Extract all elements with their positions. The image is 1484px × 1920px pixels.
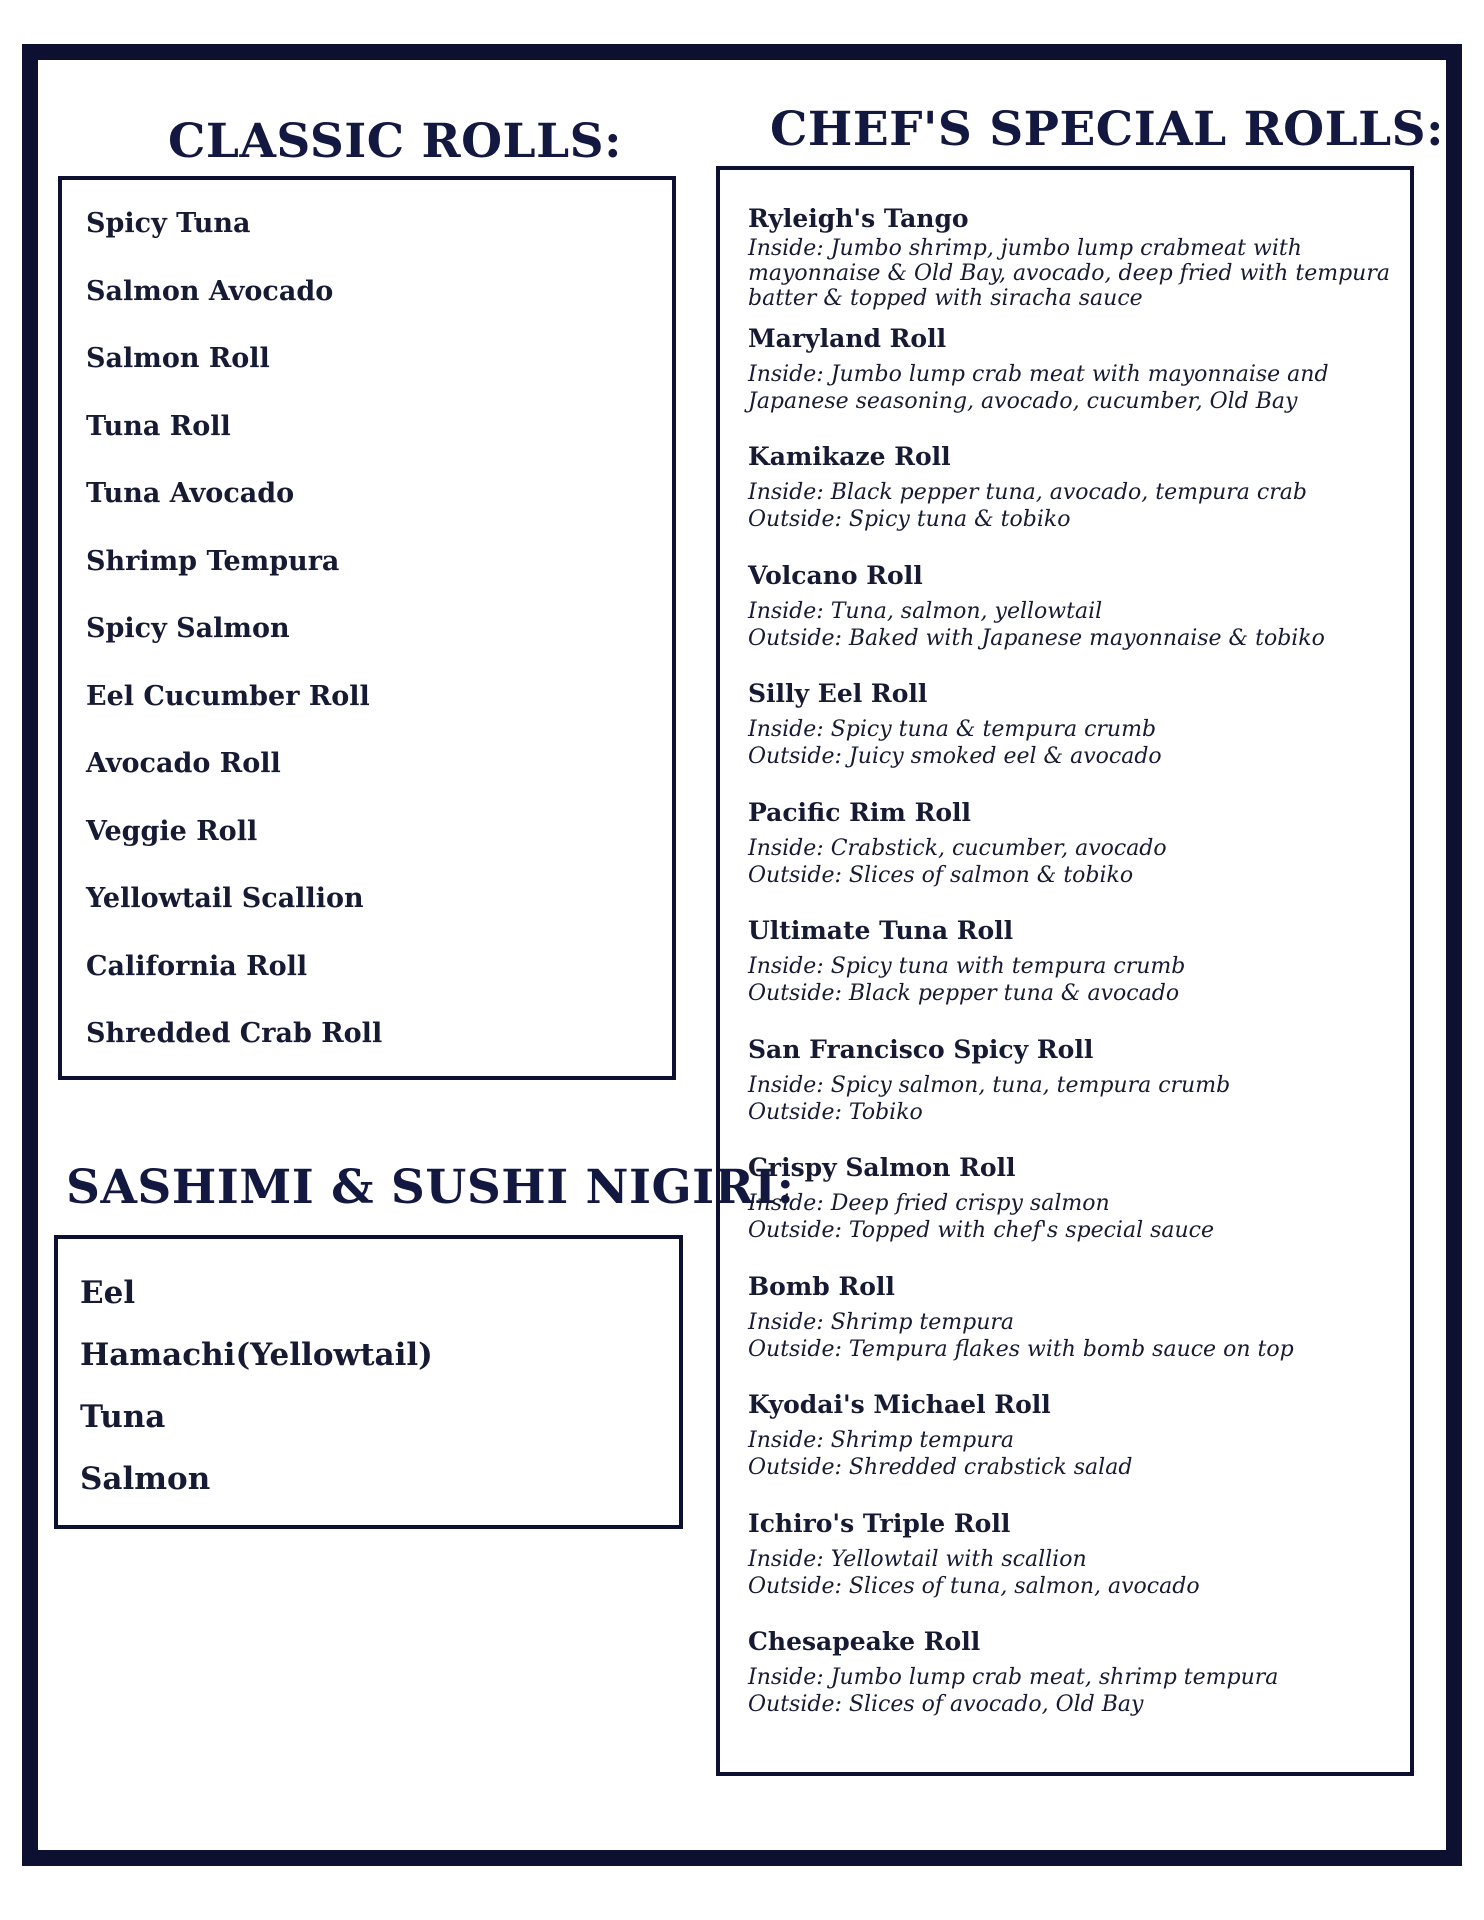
chef-roll-item [748, 915, 1390, 1034]
chef-roll-item [748, 678, 1390, 797]
chefs-special-rolls-list [748, 204, 1390, 1745]
classic-roll-item: Salmon Roll [86, 343, 270, 374]
roll-description [748, 1190, 1390, 1244]
roll-description-line: Outside: Juicy smoked eel & avocado [748, 744, 1162, 769]
chef-roll-item [748, 560, 1390, 679]
roll-name: Ryleigh's Tango [748, 204, 969, 233]
chef-roll-item [748, 1508, 1390, 1627]
roll-description-line: Outside: Slices of avocado, Old Bay [748, 1692, 1144, 1717]
roll-description-line: Inside: Spicy tuna & tempura crumb [748, 717, 1157, 742]
roll-description-line: mayonnaise & Old Bay, avocado, deep fried with tempura [748, 261, 1390, 286]
roll-description-line: Inside: Jumbo shrimp, jumbo lump crabmeat with [748, 236, 1302, 261]
roll-name: Kyodai's Michael Roll [748, 1390, 1051, 1419]
classic-roll-item: Shrimp Tempura [86, 545, 340, 577]
roll-description-line: Outside: Shredded crabstick salad [748, 1455, 1133, 1480]
roll-name: Silly Eel Roll [748, 679, 928, 708]
chef-roll-item [748, 1389, 1390, 1508]
classic-roll-item: Yellowtail Scallion [86, 883, 364, 914]
classic-roll-item: Eel Cucumber Roll [86, 680, 370, 712]
roll-name: San Francisco Spicy Roll [748, 1034, 1094, 1064]
chef-roll-item [748, 441, 1390, 560]
sashimi-item: Hamachi(Yellowtail) [80, 1337, 433, 1373]
roll-description-line: Inside: Yellowtail with scallion [748, 1546, 1087, 1572]
roll-description [748, 716, 1390, 770]
chef-roll-item [748, 1626, 1390, 1745]
roll-name: Maryland Roll [748, 323, 947, 353]
roll-description [748, 1664, 1390, 1718]
classic-roll-item: Salmon Avocado [86, 275, 334, 307]
sashimi-item: Tuna [80, 1399, 166, 1435]
roll-description-line: Inside: Shrimp tempura [748, 1309, 1015, 1335]
roll-description-line: Outside: Baked with Japanese mayonnaise & tobiko [748, 625, 1325, 651]
roll-description [748, 1072, 1390, 1126]
chef-roll-item [748, 323, 1390, 442]
roll-description-line: Outside: Topped with chef's special sauce [748, 1218, 1215, 1243]
roll-description-line: Outside: Spicy tuna & tobiko [748, 507, 1071, 532]
classic-rolls-box [58, 176, 676, 1080]
roll-description-line: Outside: Slices of salmon & tobiko [748, 862, 1134, 888]
roll-description [748, 479, 1390, 533]
roll-description [748, 1546, 1390, 1600]
roll-description-line: Japanese seasoning, avocado, cucumber, Old Bay [748, 388, 1298, 414]
roll-description-line: Outside: Black pepper tuna & avocado [748, 981, 1180, 1006]
classic-roll-item: Spicy Tuna [86, 208, 251, 239]
classic-roll-item: Spicy Salmon [86, 613, 290, 644]
roll-description [748, 1427, 1390, 1481]
roll-description-line: Inside: Spicy tuna with tempura crumb [748, 954, 1186, 979]
chefs-special-rolls-heading: CHEF'S SPECIAL ROLLS: [770, 102, 1444, 157]
classic-roll-item: Veggie Roll [86, 815, 258, 847]
roll-description-line: batter & topped with siracha sauce [748, 286, 1143, 311]
roll-description [748, 598, 1390, 652]
chef-roll-item [748, 1034, 1390, 1153]
chef-roll-item [748, 1152, 1390, 1271]
roll-description-line: Outside: Tobiko [748, 1099, 923, 1125]
roll-name: Bomb Roll [748, 1271, 895, 1301]
classic-roll-item: Shredded Crab Roll [86, 1018, 383, 1049]
roll-name: Pacific Rim Roll [748, 797, 972, 827]
chefs-special-rolls-box [716, 166, 1414, 1776]
classic-roll-item: Tuna Roll [86, 410, 231, 442]
roll-description-line: Inside: Black pepper tuna, avocado, tempura crab [748, 480, 1307, 505]
roll-name: Kamikaze Roll [748, 442, 951, 471]
roll-description [748, 236, 1390, 311]
sashimi-item: Eel [80, 1275, 136, 1311]
classic-roll-item: Tuna Avocado [86, 478, 295, 509]
roll-description-line: Inside: Jumbo lump crab meat, shrimp tempura [748, 1665, 1279, 1690]
roll-description-line: Outside: Slices of tuna, salmon, avocado [748, 1573, 1200, 1599]
roll-description-line: Inside: Tuna, salmon, yellowtail [748, 598, 1103, 624]
classic-rolls-heading: CLASSIC ROLLS: [168, 114, 622, 169]
classic-roll-item: Avocado Roll [86, 748, 281, 779]
roll-name: Crispy Salmon Roll [748, 1153, 1016, 1182]
sashimi-nigiri-list [80, 1275, 433, 1523]
sashimi-item: Salmon [80, 1461, 211, 1497]
roll-description-line: Inside: Jumbo lump crab meat with mayonnaise and [748, 361, 1329, 387]
roll-description-line: Inside: Deep fried crispy salmon [748, 1191, 1110, 1216]
chef-roll-item [748, 797, 1390, 916]
classic-rolls-list [86, 208, 382, 1086]
roll-description [748, 835, 1390, 889]
chef-roll-item [748, 1271, 1390, 1390]
roll-name: Ichiro's Triple Roll [748, 1508, 1011, 1538]
classic-roll-item: California Roll [86, 950, 308, 982]
roll-description-line: Inside: Shrimp tempura [748, 1428, 1015, 1453]
roll-description [748, 361, 1390, 415]
sashimi-nigiri-box [54, 1235, 683, 1529]
sashimi-nigiri-heading: SASHIMI & SUSHI NIGIRI: [66, 1160, 795, 1215]
chef-roll-item [748, 204, 1390, 323]
roll-description-line: Inside: Crabstick, cucumber, avocado [748, 835, 1167, 861]
roll-description [748, 1309, 1390, 1363]
roll-name: Chesapeake Roll [748, 1627, 981, 1656]
roll-description [748, 953, 1390, 1007]
roll-description-line: Outside: Tempura flakes with bomb sauce on top [748, 1336, 1294, 1362]
roll-description-line: Inside: Spicy salmon, tuna, tempura crumb [748, 1072, 1231, 1098]
roll-name: Volcano Roll [748, 560, 923, 590]
roll-name: Ultimate Tuna Roll [748, 916, 1014, 945]
